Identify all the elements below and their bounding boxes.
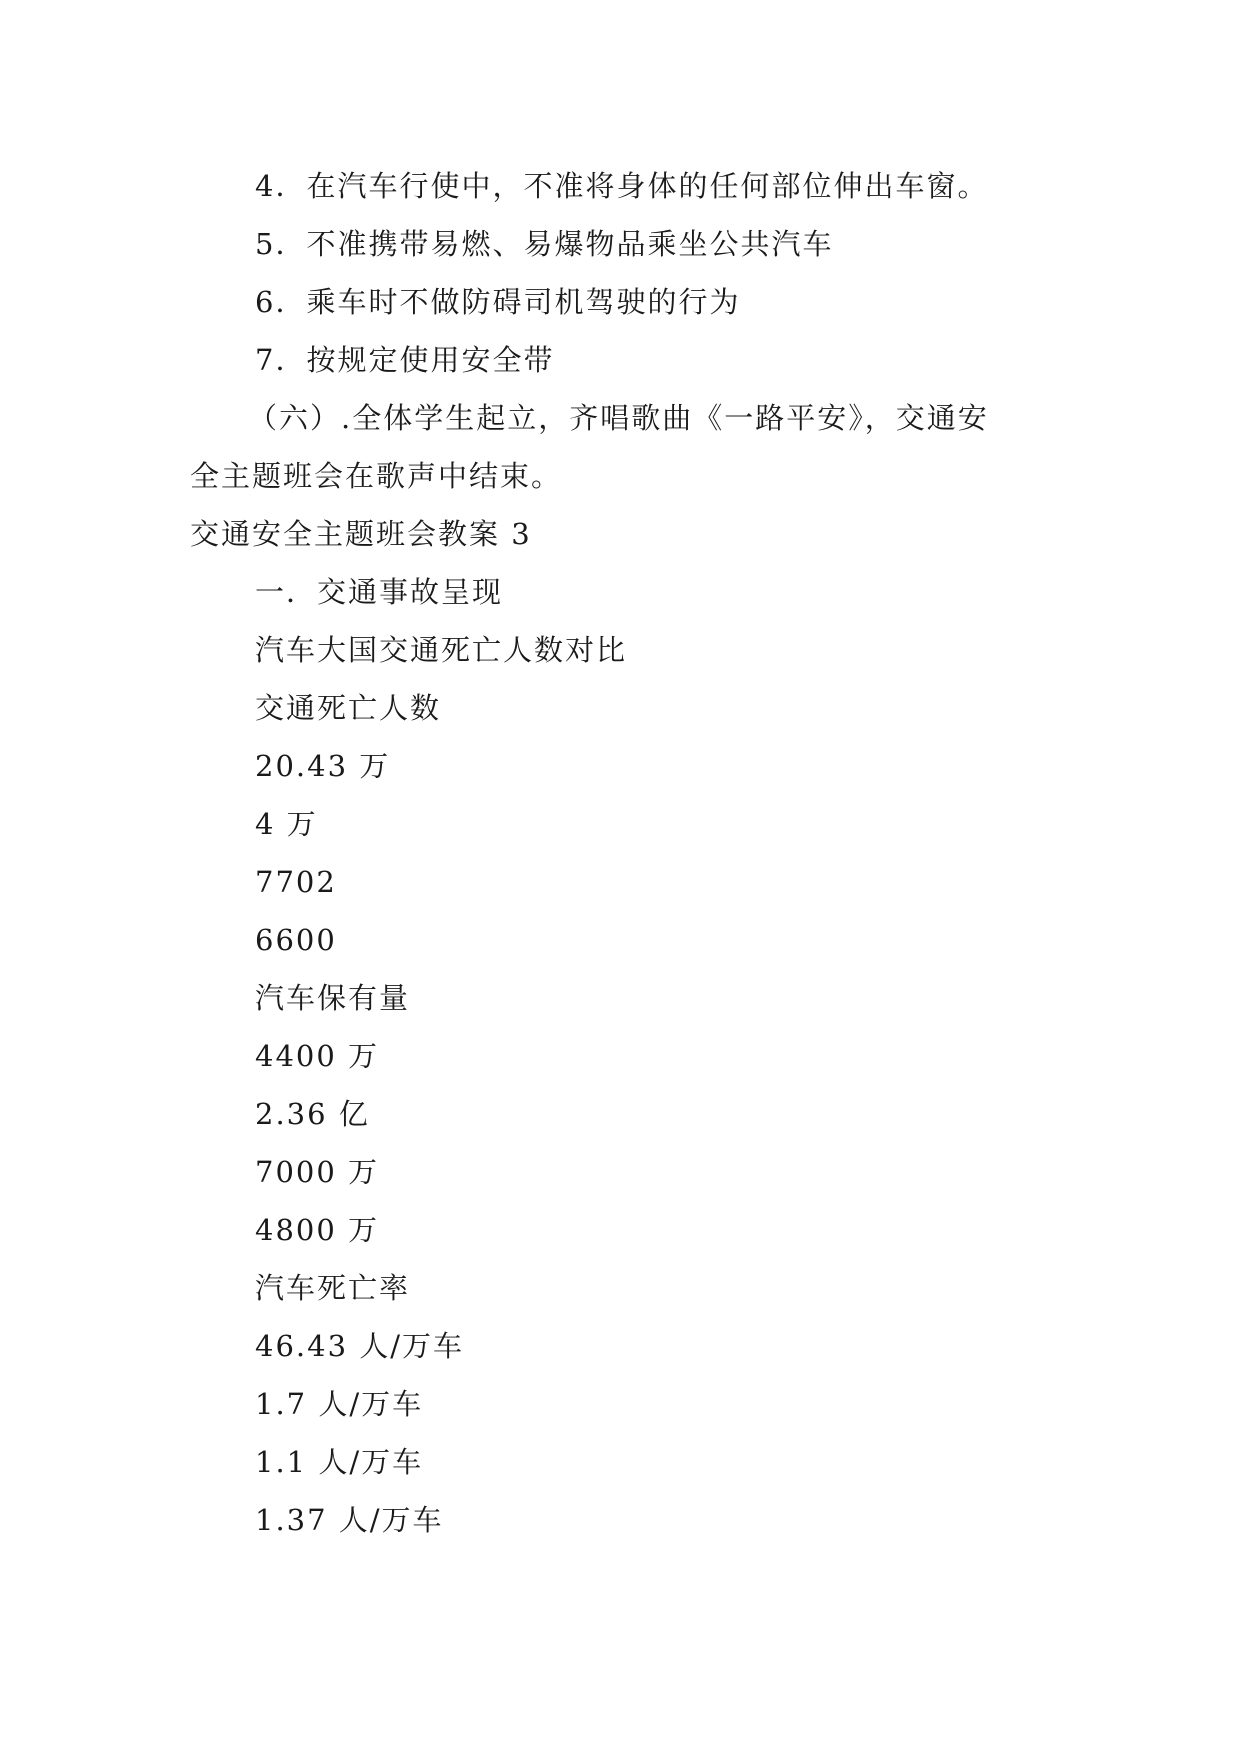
stat-label-vehicles: 汽车保有量: [255, 981, 411, 1015]
stat-value: 4 万: [255, 807, 318, 841]
rule-item-7: 7．按规定使用安全带: [255, 343, 555, 377]
stat-label-deaths: 交通死亡人数: [255, 691, 442, 725]
stat-value: 4400 万: [255, 1039, 380, 1073]
rule-item-6: 6．乘车时不做防碍司机驾驶的行为: [255, 285, 741, 319]
closing-paragraph-line-1: （六）.全体学生起立，齐唱歌曲《一路平安》，交通安: [248, 401, 989, 435]
stat-value: 20.43 万: [255, 749, 391, 783]
closing-paragraph-line-2: 全主题班会在歌声中结束。: [190, 459, 563, 493]
section-heading: 交通安全主题班会教案 3: [190, 517, 532, 551]
rule-item-4: 4．在汽车行使中，不准将身体的任何部位伸出车窗。: [255, 169, 989, 203]
comparison-title: 汽车大国交通死亡人数对比: [255, 633, 628, 667]
stat-value: 7000 万: [255, 1155, 380, 1189]
stat-value: 6600: [255, 923, 337, 957]
stat-value: 1.1 人/万车: [255, 1445, 424, 1479]
stat-value: 7702: [255, 865, 337, 899]
stat-value: 1.37 人/万车: [255, 1503, 444, 1537]
stat-value: 4800 万: [255, 1213, 380, 1247]
stat-value: 1.7 人/万车: [255, 1387, 424, 1421]
rule-item-5: 5．不准携带易燃、易爆物品乘坐公共汽车: [255, 227, 834, 261]
stat-value: 2.36 亿: [255, 1097, 370, 1131]
subsection-heading: 一．交通事故呈现: [255, 575, 504, 609]
stat-label-death-rate: 汽车死亡率: [255, 1271, 411, 1305]
stat-value: 46.43 人/万车: [255, 1329, 465, 1363]
